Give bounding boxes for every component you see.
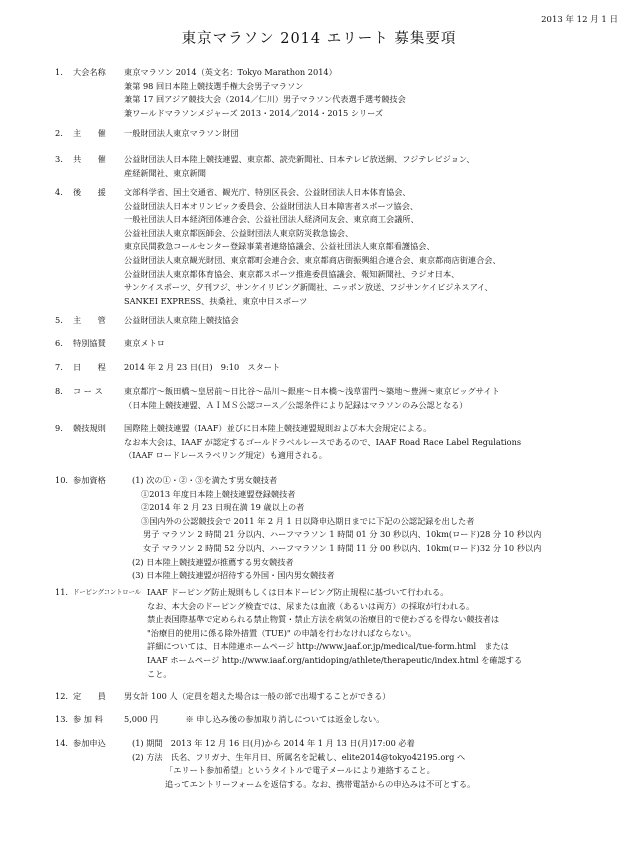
text-line: 一般社団法人日本経済団体連合会、公益社団法人経済同友会、東京商工会議所、 — [124, 214, 419, 225]
text-line: 国際陸上競技連盟（IAAF）並びに日本陸上競技連盟規則および本大会規定による。 — [124, 423, 432, 433]
text-line: 産経新聞社、東京新聞 — [124, 167, 206, 178]
section-label: 共 催 — [73, 154, 106, 164]
section-label: ドーピングコントロール — [73, 588, 141, 596]
text-line: (2) 方法 氏名、フリガナ、生年月日、所属名を記載し、elite2014@tokyo42195.org へ — [132, 751, 466, 762]
section-number: 3. — [55, 154, 63, 164]
text-line: 「エリート参加希望」というタイトルで電子メールにより連絡すること。 — [165, 765, 435, 776]
section-label: 特別協賛 — [73, 338, 106, 348]
text-line: 東京都庁～飯田橋～皇居前～日比谷～品川～銀座～日本橋～浅草雷門～築地～豊洲～東京ビッグサイト — [124, 386, 500, 396]
text-line: IAAF ホームページ http://www.iaaf.org/antidoping/athlete/therapeutic/index.html を確認する — [147, 654, 523, 665]
text-line: 公益社団法人東京都医師会、公益財団法人東京防災救急協会、 — [124, 227, 354, 238]
section-label: 後 援 — [73, 187, 106, 197]
section-label: 競技規則 — [73, 423, 106, 433]
section-body — [124, 474, 624, 583]
section-body — [124, 66, 624, 120]
text-line: "治療目的使用に係る除外措置（TUE)" の申請を行わなければならない。 — [147, 627, 417, 638]
text-line: 東京メトロ — [124, 338, 165, 348]
section-label: 参加申込 — [73, 738, 106, 748]
text-line: （日本陸上競技連盟、ＡＩＭＳ公認コース／公認条件により記録はマラソンのみ公認となる） — [124, 399, 468, 410]
section-number: 4. — [55, 187, 63, 197]
text-line: 公益財団法人東京観光財団、東京都町会連合会、東京都商店街振興組合連合会、東京都商店街連合会、 — [124, 254, 501, 265]
text-line: 詳細については、日本陸連ホームページ http://www.jaaf.or.jp/medical/tue-form.html または — [147, 641, 509, 652]
section-label: 定 員 — [73, 691, 106, 701]
text-line: 公益財団法人日本オリンピック委員会、公益財団法人日本障害者スポーツ協会、 — [124, 200, 419, 211]
text-line: なお、本大会のドーピング検査では、尿または血液（あるいは両方）の採取が行われる。 — [147, 600, 475, 611]
section-number: 6. — [55, 338, 63, 348]
text-line: 公益財団法人東京陸上競技協会 — [124, 315, 239, 325]
section-number: 2. — [55, 128, 63, 138]
section-body — [124, 153, 624, 180]
section-number: 11. — [55, 587, 69, 597]
section-number: 5. — [55, 315, 63, 325]
section-body — [124, 737, 624, 791]
section-number: 9. — [55, 423, 63, 433]
section-label: 大会名称 — [73, 67, 106, 77]
text-line: 禁止表国際基準で定められる禁止物質・禁止方法を病気の治療目的で使わざるを得ない競技者は — [147, 614, 500, 625]
section-body — [124, 690, 624, 704]
section-number: 1. — [55, 67, 63, 77]
text-line: サンケイスポーツ、夕刊フジ、サンケイリビング新聞社、ニッポン放送、フジサンケイビジネスアイ、 — [124, 282, 493, 293]
text-line: なお本大会は、IAAF が認定するゴールドラベルレースであるので、IAAF Road Race Label Regulations — [124, 436, 522, 447]
text-line: （IAAF ロードレースラベリング規定）も適用される。 — [124, 450, 327, 461]
text-line: 東京マラソン 2014（英文名：Tokyo Marathon 2014） — [124, 67, 337, 77]
section-label: 参加資格 — [73, 475, 106, 485]
text-line: (3) 日本陸上競技連盟が招待する外国・国内男女競技者 — [132, 570, 335, 581]
text-line: 公益財団法人東京都体育協会、東京都スポーツ推進委員協議会、報知新聞社、ラジオ日本、 — [124, 268, 460, 279]
text-line: IAAF ドーピング防止規則もしくは日本ドーピング防止規程に基づいて行われる。 — [147, 587, 449, 597]
section-body — [124, 385, 624, 412]
text-line: ②2014 年 2 月 23 日現在満 19 歳以上の者 — [141, 502, 305, 513]
section-number: 7. — [55, 362, 63, 372]
section-body — [124, 337, 624, 351]
text-line: 兼ワールドマラソンメジャーズ 2013・2014／2014・2015 シリーズ — [124, 107, 384, 118]
text-line: 男女計 100 人（定員を超えた場合は一般の部で出場することができる） — [124, 691, 391, 701]
section-body — [124, 314, 624, 328]
text-line: ①2013 年度日本陸上競技連盟登録競技者 — [141, 488, 296, 499]
section-body — [124, 422, 624, 463]
text-line: 兼第 98 回日本陸上競技選手権大会男子マラソン — [124, 80, 304, 91]
text-line: 女子 マラソン 2 時間 52 分以内、ハーフマラソン 1 時間 11 分 00 秒以内、10km(ロード)32 分 10 秒以内 — [143, 542, 542, 553]
text-line: 兼第 17 回アジア競技大会（2014／仁川）男子マラソン代表選手選考競技会 — [124, 94, 406, 105]
text-line: 一般財団法人東京マラソン財団 — [124, 128, 239, 138]
entry-fee-value: 5,000 円 — [124, 714, 159, 724]
section-label: 主 管 — [73, 315, 106, 325]
text-line: (1) 次の①・②・③を満たす男女競技者 — [132, 475, 278, 485]
section-body — [147, 586, 638, 681]
text-line: こと。 — [147, 668, 172, 679]
section-label: コ ー ス — [73, 386, 103, 396]
section-label: 参 加 料 — [73, 714, 103, 724]
text-line: ③国内外の公認競技会で 2011 年 2 月 1 日以降申込期日までに下記の公認記録を出した者 — [141, 515, 475, 526]
text-line: (2) 日本陸上競技連盟が推薦する男女競技者 — [132, 556, 294, 567]
section-body — [124, 361, 624, 375]
section-body — [124, 127, 624, 141]
section-number: 14. — [55, 738, 69, 748]
section-body — [124, 186, 624, 308]
entry-fee-note: ※ 申し込み後の参加取り消しについては返金しない。 — [185, 714, 385, 724]
section-number: 8. — [55, 386, 63, 396]
text-line: 公益財団法人日本陸上競技連盟、東京都、読売新聞社、日本テレビ放送網、フジテレビジョン、 — [124, 154, 475, 164]
section-label: 日 程 — [73, 362, 106, 372]
text-line: (1) 期間 2013 年 12 月 16 日(月)から 2014 年 1 月 13 日(月)17:00 必着 — [132, 738, 415, 748]
document-date: 2013 年 12 月 1 日 — [541, 15, 618, 25]
section-label: 主 催 — [73, 128, 106, 138]
section-number: 12. — [55, 691, 69, 701]
section-number: 13. — [55, 714, 69, 724]
section-body — [124, 713, 624, 727]
text-line: 2014 年 2 月 23 日(日) 9:10 スタート — [124, 362, 281, 372]
text-line: 東京民間救急コールセンター登録事業者連絡協議会、公益社団法人東京都看護協会、 — [124, 241, 435, 252]
section-number: 10. — [55, 475, 69, 485]
text-line: SANKEI EXPRESS、扶桑社、東京中日スポーツ — [124, 295, 308, 306]
text-line: 文部科学省、国土交通省、観光庁、特別区長会、公益財団法人日本体育協会、 — [124, 187, 411, 197]
text-line: 追ってエントリーフォームを返信する。なお、携帯電話からの申込みは不可とする。 — [165, 778, 476, 789]
text-line: 男子 マラソン 2 時間 21 分以内、ハーフマラソン 1 時間 01 分 30 秒以内、10km(ロード)28 分 10 秒以内 — [143, 529, 542, 540]
document-title: 東京マラソン 2014 エリート 募集要項 — [181, 31, 457, 47]
